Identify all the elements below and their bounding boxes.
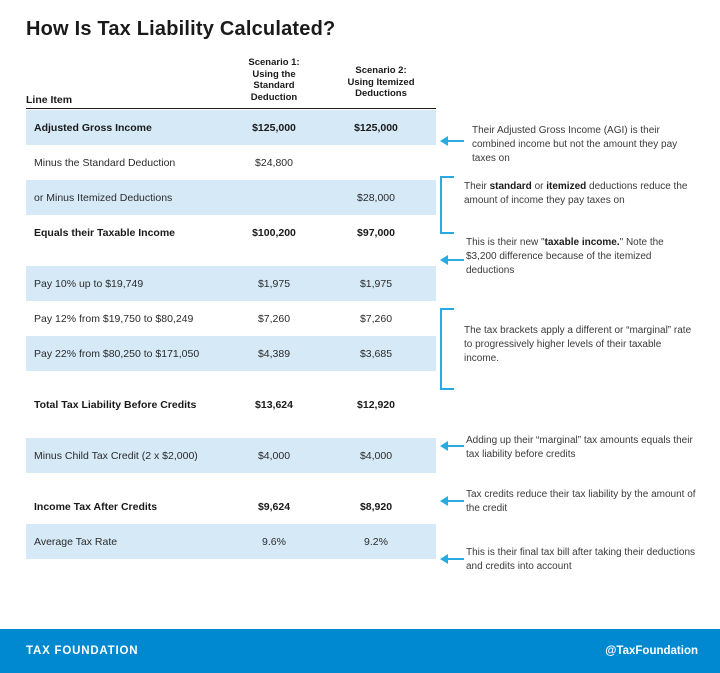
annotation-deductions: Their standard or itemized deductions reduce the amount of income they pay taxes on [464, 181, 688, 206]
row-label: Average Tax Rate [34, 535, 118, 548]
row-value-scenario-2: $1,975 [359, 277, 393, 290]
table-row [26, 438, 436, 473]
row-value-scenario-1: 9.6% [262, 535, 286, 548]
brace-brackets [440, 308, 454, 390]
row-label: Adjusted Gross Income [34, 121, 152, 134]
row-spacer [26, 371, 436, 387]
table-header [26, 57, 436, 110]
table-row [26, 266, 436, 301]
row-label: Pay 10% up to $19,749 [34, 277, 144, 290]
column-header-scenario-1-line-2: Using the [252, 68, 296, 80]
column-header-line-item: Line Item [26, 94, 73, 106]
row-label: Equals their Taxable Income [34, 226, 176, 239]
arrow-icon-final [440, 554, 466, 564]
column-header-scenario-1-line-3: Standard [253, 80, 295, 91]
table-row [26, 387, 436, 422]
row-value-scenario-2: $28,000 [357, 191, 395, 204]
footer-brand: TAX FOUNDATION [26, 645, 139, 657]
column-header-scenario-1 [224, 57, 324, 103]
column-header-scenario-1-line-4: Deduction [250, 91, 298, 103]
row-value-scenario-2: 9.2% [364, 535, 388, 548]
annotation-agi: Their Adjusted Gross Income (AGI) is their combined income but not the amount they pay taxes on [472, 125, 678, 164]
row-value-scenario-1: $24,800 [255, 156, 293, 169]
column-header-scenario-2 [326, 65, 436, 100]
annotation-liability: Adding up their “marginal” tax amounts equals their tax liability before credits [466, 435, 693, 460]
footer-bar [0, 629, 720, 673]
row-value-scenario-1: $1,975 [257, 277, 291, 290]
row-value-scenario-2: $12,920 [357, 398, 395, 411]
table-row [26, 180, 436, 215]
annotation-brackets: The tax brackets apply a different or “marginal” rate to progressively higher levels of their taxable income. [464, 325, 692, 364]
row-value-scenario-1: $13,624 [255, 398, 293, 411]
row-value-scenario-2: $4,000 [359, 449, 393, 462]
arrow-icon-liability [440, 441, 466, 451]
brace-deductions [440, 176, 454, 234]
row-label: Minus Child Tax Credit (2 x $2,000) [34, 449, 198, 462]
column-header-scenario-1-line-1: Scenario 1: [248, 57, 300, 68]
annotation-credits: Tax credits reduce their tax liability by the amount of the credit [466, 489, 696, 514]
row-value-scenario-1: $125,000 [252, 121, 296, 134]
row-value-scenario-1: $7,260 [257, 312, 291, 325]
annotation-final: This is their final tax bill after taking their deductions and credits into account [466, 547, 695, 572]
row-label: Pay 22% from $80,250 to $171,050 [34, 347, 200, 360]
column-header-scenario-2-line-1: Scenario 2: [355, 65, 407, 76]
row-value-scenario-2: $125,000 [354, 121, 398, 134]
row-value-scenario-2: $3,685 [359, 347, 393, 360]
arrow-icon-taxable-income [440, 255, 466, 265]
column-header-scenario-2-line-2: Using Itemized [347, 76, 415, 88]
table-row [26, 336, 436, 371]
row-value-scenario-2: $97,000 [357, 226, 395, 239]
row-value-scenario-1: $4,000 [257, 449, 291, 462]
annotation-taxable-income: This is their new "taxable income." Note the $3,200 difference because of the itemized deductions [466, 237, 664, 276]
table-row [26, 524, 436, 559]
table-row [26, 215, 436, 250]
row-value-scenario-1: $100,200 [252, 226, 296, 239]
arrow-icon-credits [440, 496, 466, 506]
row-label: Income Tax After Credits [34, 500, 158, 513]
table-row [26, 489, 436, 524]
arrow-icon-agi [440, 136, 466, 146]
row-label: or Minus Itemized Deductions [34, 191, 173, 204]
footer-social-handle[interactable]: @TaxFoundation [605, 645, 698, 657]
row-value-scenario-2: $8,920 [359, 500, 393, 513]
row-label: Pay 12% from $19,750 to $80,249 [34, 312, 194, 325]
row-spacer [26, 473, 436, 489]
row-spacer [26, 250, 436, 266]
header-divider [26, 108, 436, 109]
table-row [26, 110, 436, 145]
table-row [26, 301, 436, 336]
row-label: Minus the Standard Deduction [34, 156, 176, 169]
row-spacer [26, 422, 436, 438]
row-value-scenario-1: $4,389 [257, 347, 291, 360]
column-header-scenario-2-line-3: Deductions [355, 88, 407, 99]
table-row [26, 145, 436, 180]
tax-table [26, 57, 436, 559]
row-value-scenario-1: $9,624 [257, 500, 291, 513]
row-value-scenario-2: $7,260 [359, 312, 393, 325]
page-title: How Is Tax Liability Calculated? [26, 18, 336, 40]
row-label: Total Tax Liability Before Credits [34, 398, 197, 411]
